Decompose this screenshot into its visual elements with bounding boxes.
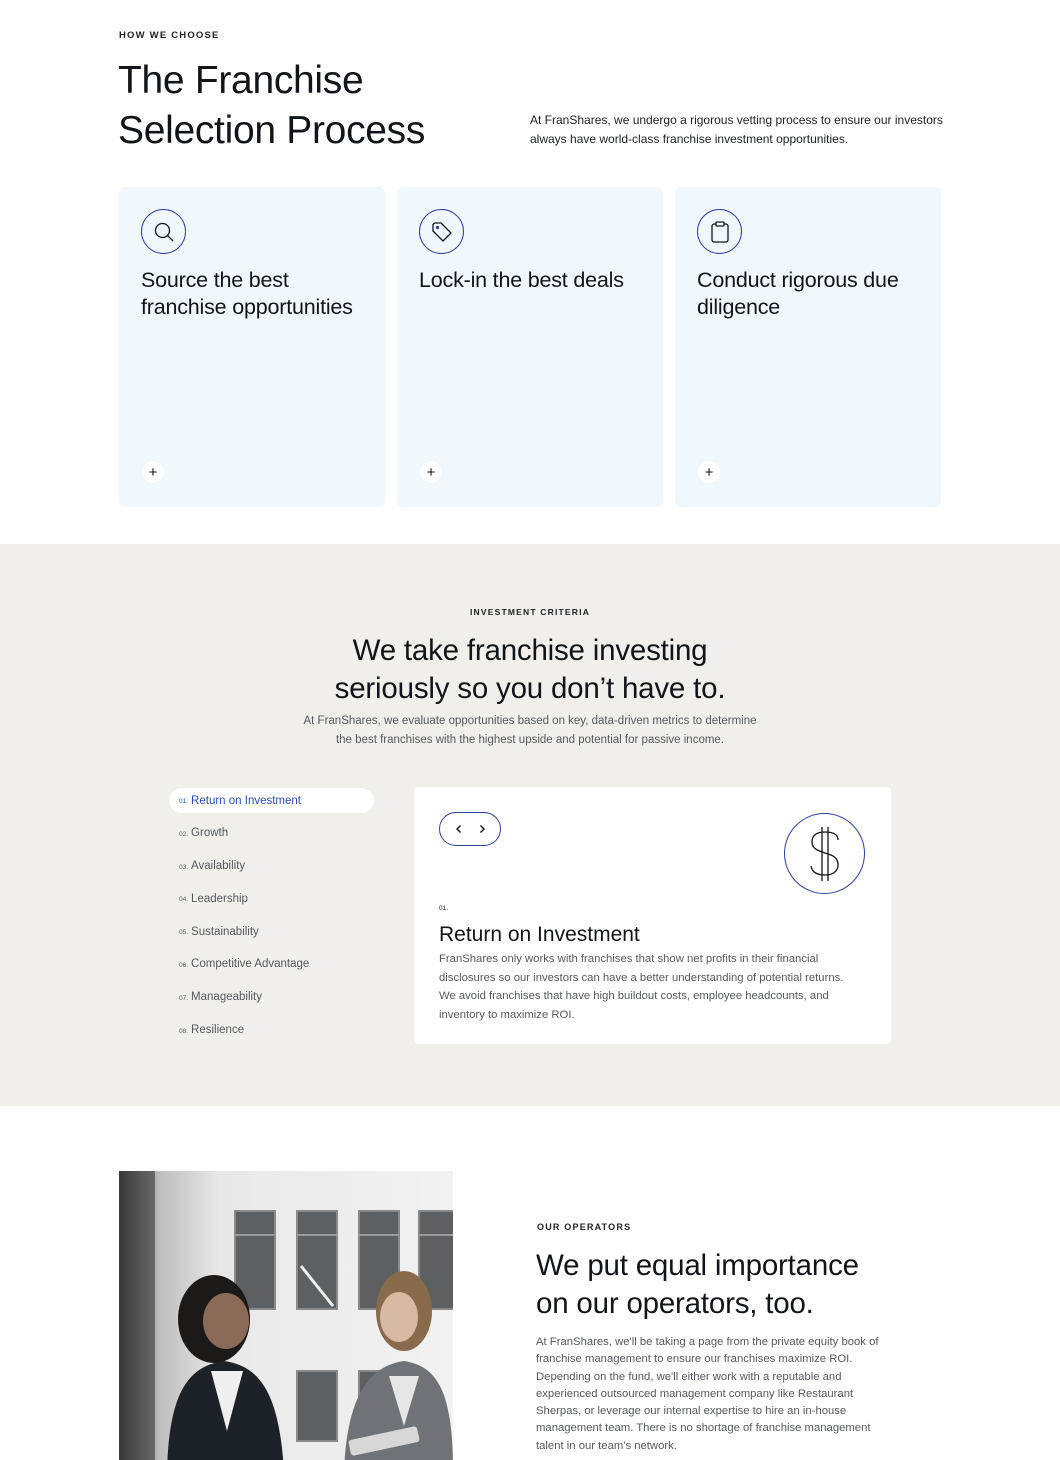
criteria-list	[169, 788, 374, 1050]
criteria-intro-line1: At FranShares, we evaluate opportunities based on key, data-driven metrics to determine	[303, 715, 757, 727]
card-title: Lock-in the best deals	[419, 268, 624, 292]
selection-title: The Franchise Selection Process	[118, 59, 426, 152]
criteria-item-label: Competitive Advantage	[191, 958, 310, 971]
card-deals	[397, 187, 663, 507]
expand-button[interactable]: +	[420, 461, 442, 483]
criteria-item-leadership[interactable]	[169, 886, 374, 911]
detail-number: 01.	[439, 905, 449, 912]
operators-body: At FranShares, we'll be taking a page from the private equity book of franchise management to ensure our franchises maximize ROI. Depending on the fund, we'll either work with a reputable and experienced outsourced management company like Restaurant Sherpas, or leverage our internal expertise to hire an in-house management team. There is no shortage of franchise management talent in our team's network.	[536, 1336, 879, 1452]
criteria-item-label: Manageability	[191, 991, 263, 1004]
tag-icon	[419, 209, 464, 254]
criteria-item-number: 07.	[179, 994, 189, 1002]
criteria-item-number: 06.	[179, 961, 189, 969]
criteria-title-line1: We take franchise investing	[352, 634, 708, 667]
criteria-title	[0, 632, 1060, 708]
card-diligence	[675, 187, 941, 507]
criteria-eyebrow: INVESTMENT CRITERIA	[469, 607, 591, 617]
clipboard-icon	[697, 209, 742, 254]
criteria-item-label: Growth	[191, 827, 229, 840]
chevron-right-icon[interactable]	[473, 820, 491, 838]
criteria-item-competitive-advantage[interactable]	[169, 952, 374, 977]
criteria-item-number: 04.	[179, 896, 189, 904]
expand-button[interactable]: +	[698, 461, 720, 483]
criteria-item-label: Leadership	[191, 892, 248, 905]
operators-title-line2: on our operators, too.	[536, 1287, 814, 1320]
criteria-item-number: 03.	[179, 863, 189, 871]
selection-process-section	[0, 0, 1060, 544]
criteria-detail-card	[414, 787, 891, 1044]
criteria-item-resilience[interactable]	[169, 1018, 374, 1043]
detail-body: FranShares only works with franchises that show net profits in their financial disclosures so our investors can have a better understanding of potential returns. We avoid franchises that have high buildout costs, employee headcounts, and inventory to maximize ROI.	[439, 953, 844, 1021]
criteria-item-manageability[interactable]	[169, 985, 374, 1010]
chevron-left-icon[interactable]	[450, 820, 468, 838]
detail-title: Return on Investment	[439, 923, 640, 946]
operators-eyebrow: OUR OPERATORS	[537, 1222, 632, 1232]
investment-criteria-section	[0, 544, 1060, 1106]
operators-section	[0, 1106, 1060, 1460]
criteria-item-return-on-investment[interactable]	[169, 788, 374, 813]
criteria-title-line2: seriously so you don’t have to.	[334, 672, 726, 705]
card-source	[119, 187, 385, 507]
criteria-item-growth[interactable]	[169, 821, 374, 846]
carousel-pager	[439, 812, 501, 846]
selection-intro: At FranShares, we undergo a rigorous vetting process to ensure our investors always have world-class franchise investment opportunities.	[530, 113, 943, 146]
selection-eyebrow: HOW WE CHOOSE	[119, 30, 220, 41]
criteria-item-label: Return on Investment	[191, 794, 301, 807]
operators-title	[536, 1247, 916, 1323]
dollar-icon	[784, 813, 865, 894]
expand-button[interactable]: +	[142, 461, 164, 483]
card-title: Conduct rigorous due diligence	[697, 268, 899, 319]
criteria-item-number: 05.	[179, 929, 189, 937]
criteria-item-label: Resilience	[191, 1024, 245, 1037]
criteria-item-sustainability[interactable]	[169, 919, 374, 944]
criteria-intro	[280, 712, 780, 750]
criteria-item-number: 08.	[179, 1027, 189, 1035]
criteria-item-number: 02.	[179, 830, 189, 838]
criteria-intro-line2: the best franchises with the highest upside and potential for passive income.	[335, 734, 725, 746]
operators-title-line1: We put equal importance	[536, 1249, 859, 1282]
criteria-item-label: Sustainability	[191, 925, 259, 938]
criteria-item-number: 01.	[179, 798, 189, 805]
operators-photo	[119, 1171, 453, 1460]
search-icon	[141, 209, 186, 254]
criteria-item-availability[interactable]	[169, 854, 374, 879]
criteria-item-label: Availability	[191, 860, 246, 873]
card-title: Source the best franchise opportunities	[141, 268, 353, 319]
